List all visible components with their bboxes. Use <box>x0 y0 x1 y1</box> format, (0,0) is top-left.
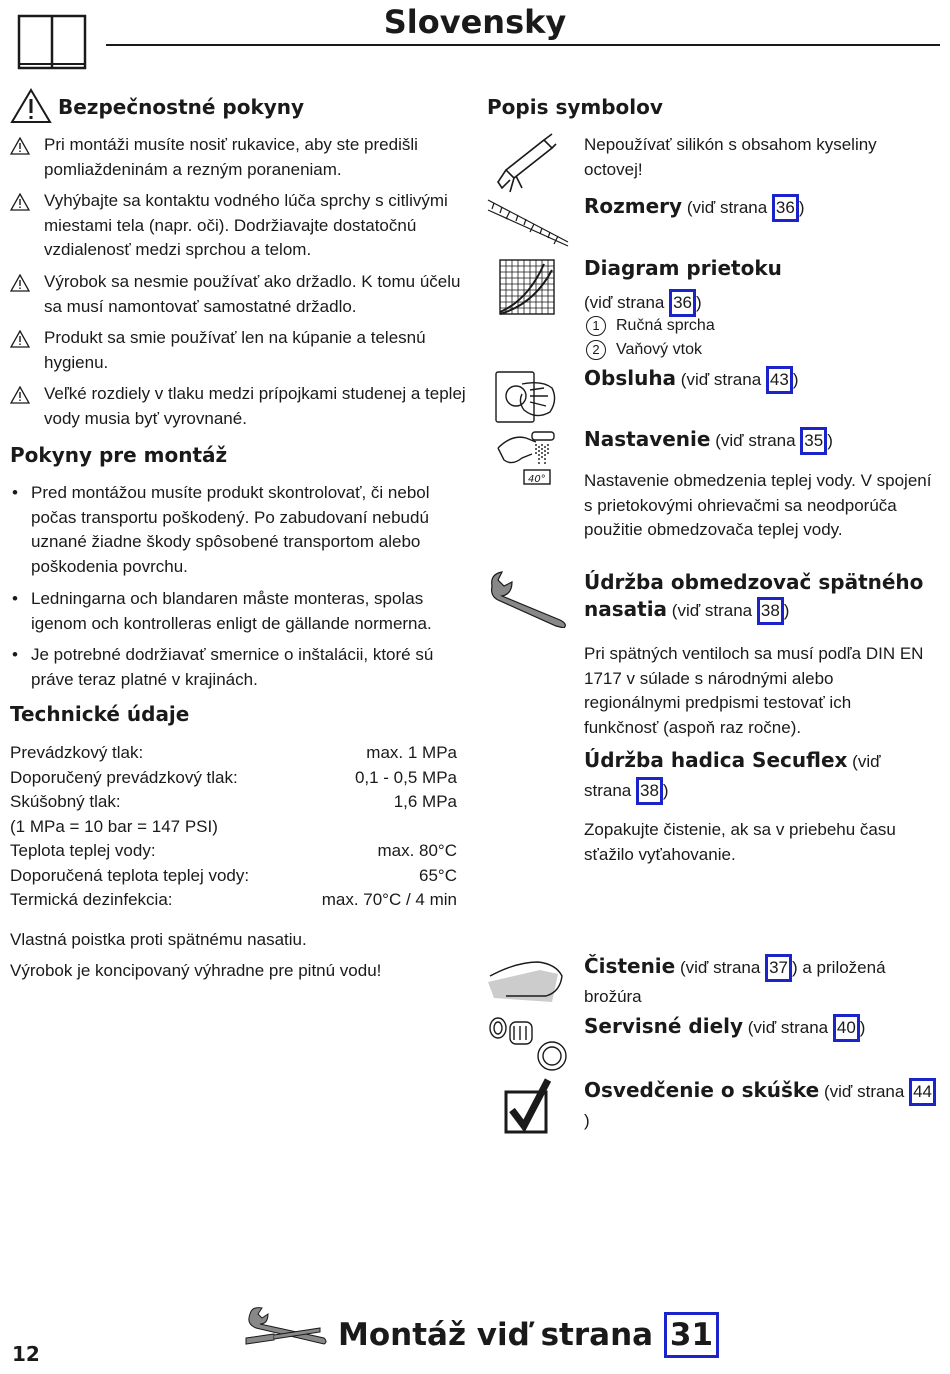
test-certificate-symbol: Osvedčenie o skúške (viď strana 44) <box>584 1076 939 1135</box>
page-link-assembly[interactable]: 31 <box>664 1312 719 1358</box>
settings-symbol: Nastavenie (viď strana 35 ) <box>584 427 833 455</box>
tech-row: Doporučený prevádzkový tlak: 0,1 - 0,5 MPa <box>10 767 457 787</box>
page-link-flow-diagram[interactable]: 36 <box>669 289 696 317</box>
safety-item: Výrobok sa nesmie používať ako držadlo. K tomu účelu sa musí namontovať samostatné držadlo. <box>10 270 470 326</box>
dimensions-symbol: Rozmery (viď strana 36 ) <box>584 194 805 222</box>
service-parts-icon <box>488 1014 570 1072</box>
assembly-item: • Je potrebné dodržiavať smernice o inštalácii, ktoré sú práve teraz platné v krajinách. <box>12 645 434 689</box>
warning-icon <box>10 386 30 404</box>
assembly-heading: Pokyny pre montáž <box>10 443 228 467</box>
page-link-operation[interactable]: 43 <box>766 366 793 394</box>
flow-legend-item: 2 Vaňový vtok <box>586 338 715 362</box>
drinking-water-note: Výrobok je koncipovaný výhradne pre pitnú vodu! <box>10 961 382 980</box>
page-link-service-parts[interactable]: 40 <box>833 1014 860 1042</box>
page-language-title: Slovensky <box>383 3 567 41</box>
hand-shower-icon <box>492 426 562 490</box>
flow-legend <box>586 314 715 362</box>
hand-valve-icon <box>492 370 562 426</box>
certificate-check-icon <box>502 1076 552 1136</box>
backflow-note: Vlastná poistka proti spätnému nasatiu. <box>10 930 307 949</box>
page-number: 12 <box>12 1342 40 1366</box>
circled-number: 1 <box>586 316 606 336</box>
temperature-display: 40° <box>528 474 546 485</box>
warning-icon <box>10 274 30 292</box>
flow-diagram-symbol: Diagram prietoku (viď strana 36 ) <box>584 256 904 317</box>
hand-cleaning-icon <box>486 952 570 1004</box>
page-link-cleaning[interactable]: 37 <box>765 954 792 982</box>
backflow-maintenance-description: Pri spätných ventiloch sa musí podľa DIN EN 1717 v súlade s národnými alebo regionálnymi predpismi testovať ich funkčnosť (aspoň raz ročne). <box>584 644 924 737</box>
page-link-test-certificate[interactable]: 44 <box>909 1078 936 1106</box>
silicone-gun-icon <box>492 132 558 194</box>
safety-item: Produkt sa smie používať len na kúpanie a telesnú hygienu. <box>10 326 470 382</box>
tech-row: Doporučená teplota teplej vody: 65°C <box>10 865 457 885</box>
assembly-item: • Ledningarna och blandaren måste monteras, spolas igenom och kontrolleras enligt de gällande normerna. <box>12 589 432 633</box>
tech-heading: Technické údaje <box>10 702 190 726</box>
assembly-reference: Montáž viď strana 31 <box>338 1310 719 1360</box>
page-link-backflow-maintenance[interactable]: 38 <box>757 597 784 625</box>
wrench-icon <box>486 568 572 628</box>
tech-row: Prevádzkový tlak: max. 1 MPa <box>10 743 457 762</box>
warning-icon-large <box>10 88 52 124</box>
safety-item: Pri montáži musíte nosiť rukavice, aby ste predišli pomliaždeninám a rezným poraneniam. <box>10 133 470 189</box>
header-rule <box>106 44 940 46</box>
tech-row: (1 MPa = 10 bar = 147 PSI) <box>10 816 218 836</box>
tech-row: Termická dezinfekcia: max. 70°C / 4 min <box>10 890 457 909</box>
safety-item: Vyhýbajte sa kontaktu vodného lúča sprchy s citlivými miestami tela (napr. oči). Dodržiavajte dostatočnú vzdialenosť medzi sprchou a telom. <box>10 189 470 270</box>
backflow-maintenance-symbol: Údržba obmedzovač spätného nasatia (viď strana 38 ) <box>584 570 944 625</box>
flow-legend-item: 1 Ručná sprcha <box>586 314 715 338</box>
flow-diagram-icon <box>498 258 556 316</box>
page-link-dimensions[interactable]: 36 <box>772 194 799 222</box>
safety-item: Veľké rozdiely v tlaku medzi prípojkami studenej a teplej vody musia byť vyrovnané. <box>10 382 470 438</box>
assembly-item: • Pred montážou musíte produkt skontrolovať, či nebol počas transportu poškodený. Po zabudovaní nebudú uznané žiadne škody spôsobené transportom alebo poškodenia povrchu. <box>12 483 430 576</box>
operation-symbol: Obsluha (viď strana 43 ) <box>584 366 798 394</box>
tech-row: Skúšobný tlak: 1,6 MPa <box>10 792 457 811</box>
page-link-settings[interactable]: 35 <box>800 427 827 455</box>
bullet: • <box>12 483 18 502</box>
bullet: • <box>12 589 18 608</box>
safety-heading: Bezpečnostné pokyny <box>58 95 305 119</box>
warning-icon <box>10 330 30 348</box>
bullet: • <box>12 645 18 664</box>
warning-icon <box>10 137 30 155</box>
book-icon <box>16 12 88 70</box>
tools-icon <box>240 1304 330 1352</box>
circled-number: 2 <box>586 340 606 360</box>
hose-maintenance-description: Zopakujte čistenie, ak sa v priebehu času sťažilo vyťahovanie. <box>584 820 896 864</box>
ruler-icon <box>486 198 570 248</box>
tech-table <box>10 741 457 913</box>
silicone-warning: Nepoužívať silikón s obsahom kyseliny octovej! <box>584 135 877 179</box>
assembly-list <box>10 481 470 699</box>
service-parts-symbol: Servisné diely (viď strana 40 ) <box>584 1014 865 1042</box>
hose-maintenance-symbol: Údržba hadica Secuflex (viď strana 38 ) <box>584 746 924 805</box>
tech-row: Teplota teplej vody: max. 80°C <box>10 841 457 860</box>
symbols-heading: Popis symbolov <box>487 95 663 119</box>
safety-list <box>10 133 470 438</box>
warning-icon <box>10 193 30 211</box>
page-link-hose-maintenance[interactable]: 38 <box>636 777 663 805</box>
cleaning-symbol: Čistenie (viď strana 37 ) a priložená brožúra <box>584 954 886 1006</box>
settings-description: Nastavenie obmedzenia teplej vody. V spojení s prietokovými ohrievačmi sa neodporúča použitie obmedzovača teplej vody. <box>584 471 932 539</box>
